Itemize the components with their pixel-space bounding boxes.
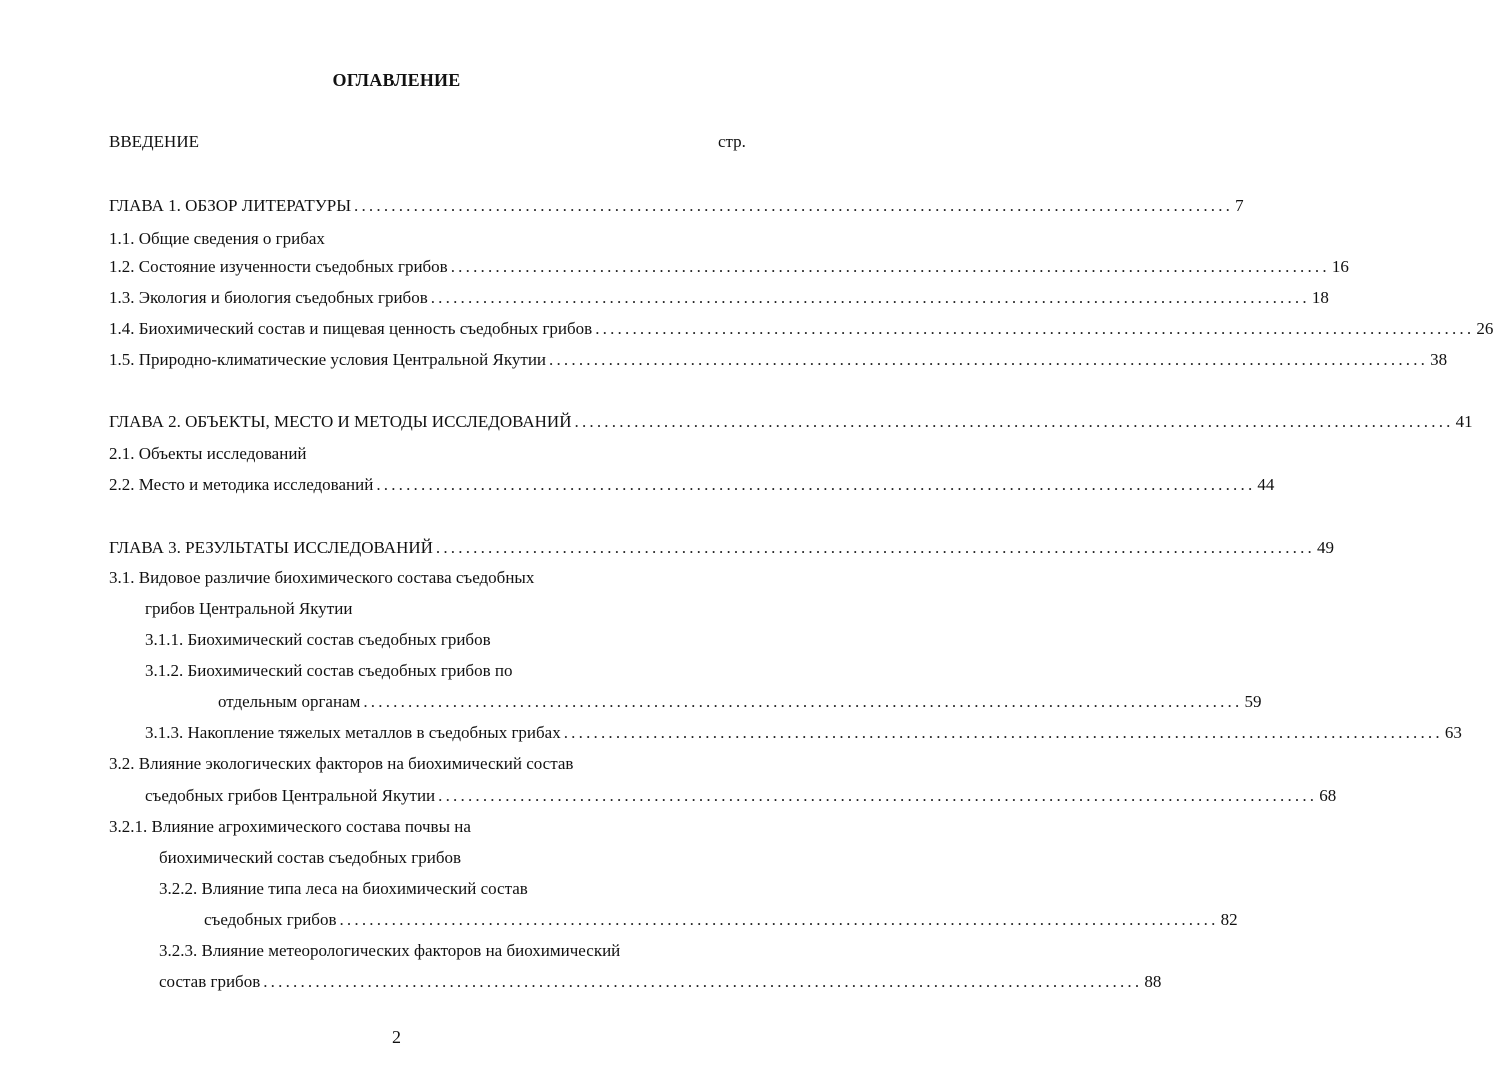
toc-section-3-2-cont[interactable]: [145, 785, 1337, 807]
page-title: ОГЛАВЛЕНИЕ: [332, 70, 461, 90]
toc-leader-dots: ......................................................................................................................: [450, 257, 1330, 276]
toc-section-3-2-2[interactable]: 3.2.2. Влияние типа леса на биохимический состав: [159, 879, 528, 898]
toc-section-3-1[interactable]: 3.1. Видовое различие биохимического состава съедобных: [109, 568, 535, 587]
toc-entry-text: 1.2. Состояние изученности съедобных грибов: [109, 257, 448, 276]
toc-page-number: 63: [1444, 723, 1462, 742]
toc-section-1-3[interactable]: [109, 287, 1329, 309]
toc-leader-dots: ......................................................................................................................: [563, 723, 1443, 742]
toc-section-3-2-2-cont[interactable]: [204, 909, 1238, 931]
toc-page-number: 41: [1455, 412, 1473, 431]
toc-section-3-2-3-cont[interactable]: [159, 971, 1162, 993]
toc-section-3-1-3[interactable]: [145, 722, 1462, 744]
toc-intro: ВВЕДЕНИЕ: [109, 132, 199, 151]
toc-section-1-1[interactable]: 1.1. Общие сведения о грибах: [109, 229, 325, 248]
toc-leader-dots: ......................................................................................................................: [549, 350, 1429, 369]
toc-page-number: 49: [1317, 538, 1335, 557]
toc-entry-text: отдельным органам: [218, 692, 361, 711]
toc-leader-dots: ......................................................................................................................: [363, 692, 1243, 711]
toc-page-number: 59: [1244, 692, 1262, 711]
toc-section-1-2[interactable]: [109, 256, 1349, 278]
toc-page-number: 68: [1319, 786, 1337, 805]
toc-leader-dots: ......................................................................................................................: [430, 288, 1310, 307]
toc-page-number: 44: [1257, 475, 1275, 494]
page-column-header: стр.: [718, 132, 746, 151]
toc-entry-text: съедобных грибов Центральной Якутии: [145, 786, 436, 805]
toc-entry-text: ГЛАВА 2. ОБЪЕКТЫ, МЕСТО И МЕТОДЫ ИССЛЕДОВАНИЙ: [109, 412, 572, 431]
toc-section-3-2-1[interactable]: 3.2.1. Влияние агрохимического состава почвы на: [109, 817, 471, 836]
toc-section-2-2[interactable]: [109, 474, 1275, 496]
toc-section-3-2-3[interactable]: 3.2.3. Влияние метеорологических факторов на биохимический: [159, 941, 621, 960]
toc-leader-dots: ......................................................................................................................: [595, 319, 1475, 338]
toc-entry-text: 1.4. Биохимический состав и пищевая ценность съедобных грибов: [109, 319, 593, 338]
toc-chapter-2[interactable]: [109, 411, 1473, 433]
toc-entry-text: 1.3. Экология и биология съедобных грибов: [109, 288, 428, 307]
toc-leader-dots: ......................................................................................................................: [339, 910, 1219, 929]
toc-entry-text: 3.1.3. Накопление тяжелых металлов в съедобных грибах: [145, 723, 561, 742]
toc-chapter-1[interactable]: [109, 195, 1244, 217]
toc-leader-dots: ......................................................................................................................: [354, 196, 1234, 215]
toc-section-3-1-2[interactable]: 3.1.2. Биохимический состав съедобных грибов по: [145, 661, 513, 680]
toc-entry-text: ГЛАВА 1. ОБЗОР ЛИТЕРАТУРЫ: [109, 196, 352, 215]
toc-chapter-3[interactable]: [109, 537, 1335, 559]
toc-page-number: 7: [1235, 196, 1244, 215]
toc-leader-dots: ......................................................................................................................: [376, 475, 1256, 494]
toc-page-number: 82: [1220, 910, 1238, 929]
toc-section-3-2-1-cont: биохимический состав съедобных грибов: [159, 848, 461, 867]
toc-leader-dots: ......................................................................................................................: [435, 538, 1316, 557]
toc-entry-text: 1.5. Природно-климатические условия Центральной Якутии: [109, 350, 547, 369]
toc-leader-dots: ......................................................................................................................: [438, 786, 1318, 805]
toc-page-number: 26: [1476, 319, 1493, 338]
toc-entry-text: состав грибов: [159, 972, 261, 991]
toc-page-number: 38: [1430, 350, 1448, 369]
toc-section-3-1-cont: грибов Центральной Якутии: [145, 599, 353, 618]
toc-entry-text: ГЛАВА 3. РЕЗУЛЬТАТЫ ИССЛЕДОВАНИЙ: [109, 538, 433, 557]
page-number: 2: [392, 1027, 401, 1047]
toc-leader-dots: ......................................................................................................................: [574, 412, 1454, 431]
toc-section-1-4[interactable]: [109, 318, 1493, 340]
toc-section-3-2[interactable]: 3.2. Влияние экологических факторов на биохимический состав: [109, 754, 574, 773]
toc-page-number: 88: [1144, 972, 1162, 991]
toc-entry-text: 2.2. Место и методика исследований: [109, 475, 374, 494]
toc-section-3-1-2-cont[interactable]: [218, 691, 1262, 713]
toc-section-1-5[interactable]: [109, 349, 1448, 371]
toc-leader-dots: ......................................................................................................................: [263, 972, 1143, 991]
toc-page-number: 18: [1311, 288, 1329, 307]
toc-entry-text: съедобных грибов: [204, 910, 337, 929]
toc-section-2-1[interactable]: 2.1. Объекты исследований: [109, 444, 307, 463]
toc-section-3-1-1[interactable]: 3.1.1. Биохимический состав съедобных грибов: [145, 630, 491, 649]
toc-page-number: 16: [1331, 257, 1349, 276]
